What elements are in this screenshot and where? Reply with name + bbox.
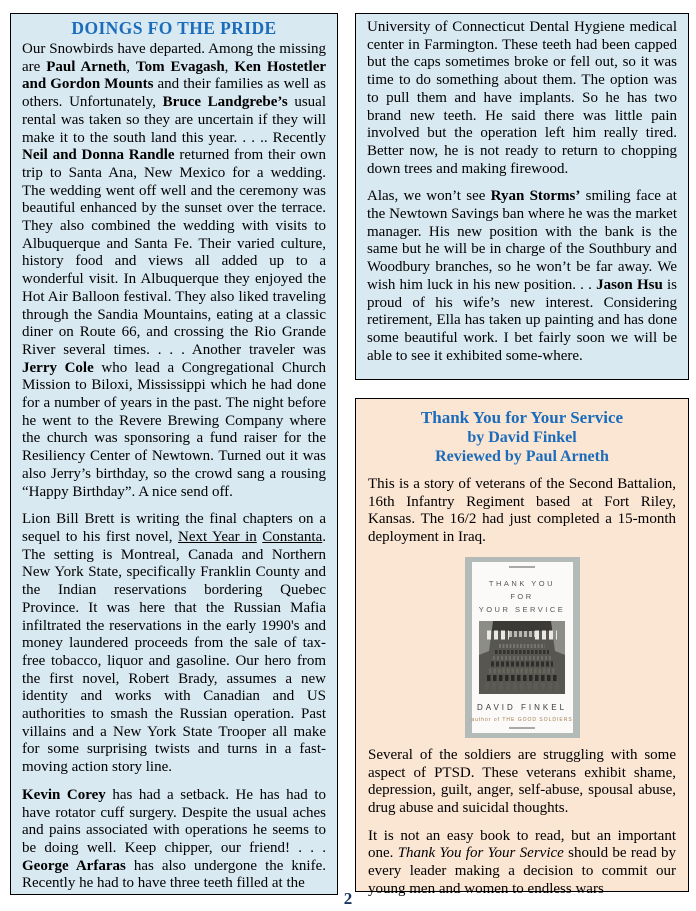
page-number: 2 bbox=[343, 889, 353, 908]
cover-title-line: YOUR SERVICE bbox=[478, 604, 566, 614]
book-cover-tagline: author of THE GOOD SOLDIERS bbox=[471, 716, 573, 723]
cover-title-line: THANK YOU bbox=[488, 578, 556, 588]
cover-bottom-mark bbox=[509, 727, 535, 729]
book-cover-front bbox=[472, 562, 573, 733]
book-cover-title bbox=[479, 577, 566, 616]
doings-paragraph-2: Lion Bill Brett is writing the final chapters on a sequel to his first novel, Next Year in Constanta. The setting is Montreal, Canada and Northern New York State, specifically Franklin County and the Indian reservations bordering Quebec Province. It was here that the Russian Mafia infiltrated the reservations in the early 1990's and money laundered proceeds from the sale of tax-free tobacco, liquor and gasoline. Our hero from the first novel, Robert Brady, assumes a new identity and works with Canadian and US authorities to smash the Russian operation. Past villains and a New York State Trooper all make for some surprising twists and turns in a fast-moving action story line. bbox=[22, 511, 326, 776]
continuation-paragraph-1: University of Connecticut Dental Hygiene medical center in Farmington. These teeth had been capped but the caps sometimes broke or fell out, so it was time to do something about them. The option was to pull them and have implants. So he has two brand new teeth. He said there was little pain involved but the operation left him really tired. Better now, he is not ready to return to chopping down trees and making firewood. bbox=[367, 19, 677, 177]
cargo-plane-photo bbox=[479, 621, 565, 694]
book-cover-image bbox=[465, 557, 580, 738]
cover-top-mark bbox=[509, 566, 535, 568]
book-cover-author: DAVID FINKEL bbox=[476, 702, 568, 712]
book-review-box bbox=[355, 398, 689, 897]
review-reviewer: Reviewed by Paul Arneth bbox=[435, 448, 609, 465]
doings-paragraph-1: Our Snowbirds have departed. Among the missing are Paul Arneth, Tom Evagash, Ken Hostetler and Gordon Mounts and their families as well as others. Unfortunately, Bruce Landgrebe’s usual rental was taken so they are uncertain if they will make it to the south land this year. . . .. Recently Neil and Donna Randle returned from their own trip to Santa Ana, New Mexico for a wedding. The wedding went off well and the ceremony was beautiful enhanced by the sunset over the terrace. They also combined the wedding with visits to Albuquerque and Santa Fe. Their varied culture, history food and views all added up to a wonderful visit. In Albuquerque they enjoyed the Hot Air Balloon festival. They also liked traveling through the Sandia Mountains, eating at a classic diner on Route 66, and crossing the Rio Grande River several times. . . . Another traveler was Jerry Cole who lead a Congregational Church Mission to Biloxi, Mississippi which he had done for a number of years in the past. The night before he went to the Revere Brewing Company where the church was sponsoring a fund raiser for the Resiliency Center of Newtown. Turned out it was also Jerry’s birthday, so the crowd sang a rousing “Happy Birthday”. A nice send off. bbox=[22, 41, 327, 500]
review-paragraph-2: Several of the soldiers are struggling with some aspect of PTSD. These veterans exhibit shame, depression, guilt, anger, self-abuse, spousal abuse, drug abuse and suicidal thoughts. bbox=[368, 746, 676, 816]
doings-paragraph-3: Kevin Corey has had a setback. He has had to have rotator cuff surgery. Despite the usual aches and pains associated with operations he seems to be doing well. Keep chipper, our friend! . . . George Arfaras has also undergone the knife. Recently he had to have three teeth filled at the bbox=[22, 786, 326, 892]
continuation-paragraph-2: Alas, we won’t see Ryan Storms’ smiling face at the Newtown Savings ban where he was the market manager. His new position with the bank is the same but he will be in charge of the Southbury and Woodbury branches, so he won’t be far away. We wish him luck in his new position. . . Jason Hsu is proud of his wife’s new interest. Considering retirement, Ella has taken up painting and has done some beautiful work. I bet fairly soon we will be able to see it exhibited some-where. bbox=[367, 188, 678, 364]
review-byline: by David Finkel bbox=[467, 429, 577, 446]
doings-article-box bbox=[10, 13, 338, 895]
review-paragraph-3: It is not an easy book to read, but an important one. Thank You for Your Service should be read by every leader making a decision to commit our young men and women to endless wars bbox=[368, 827, 676, 897]
review-title: Thank You for Your Service bbox=[420, 408, 624, 427]
doings-article-title: DOINGS FO THE PRIDE bbox=[71, 18, 277, 38]
doings-continuation-box bbox=[355, 13, 689, 380]
cover-title-line: FOR bbox=[510, 591, 534, 601]
review-intro-paragraph: This is a story of veterans of the Second Battalion, 16th Infantry Regiment based at Fort Riley, Kansas. The 16/2 had just completed a 15-month deployment in Iraq. bbox=[368, 476, 676, 546]
